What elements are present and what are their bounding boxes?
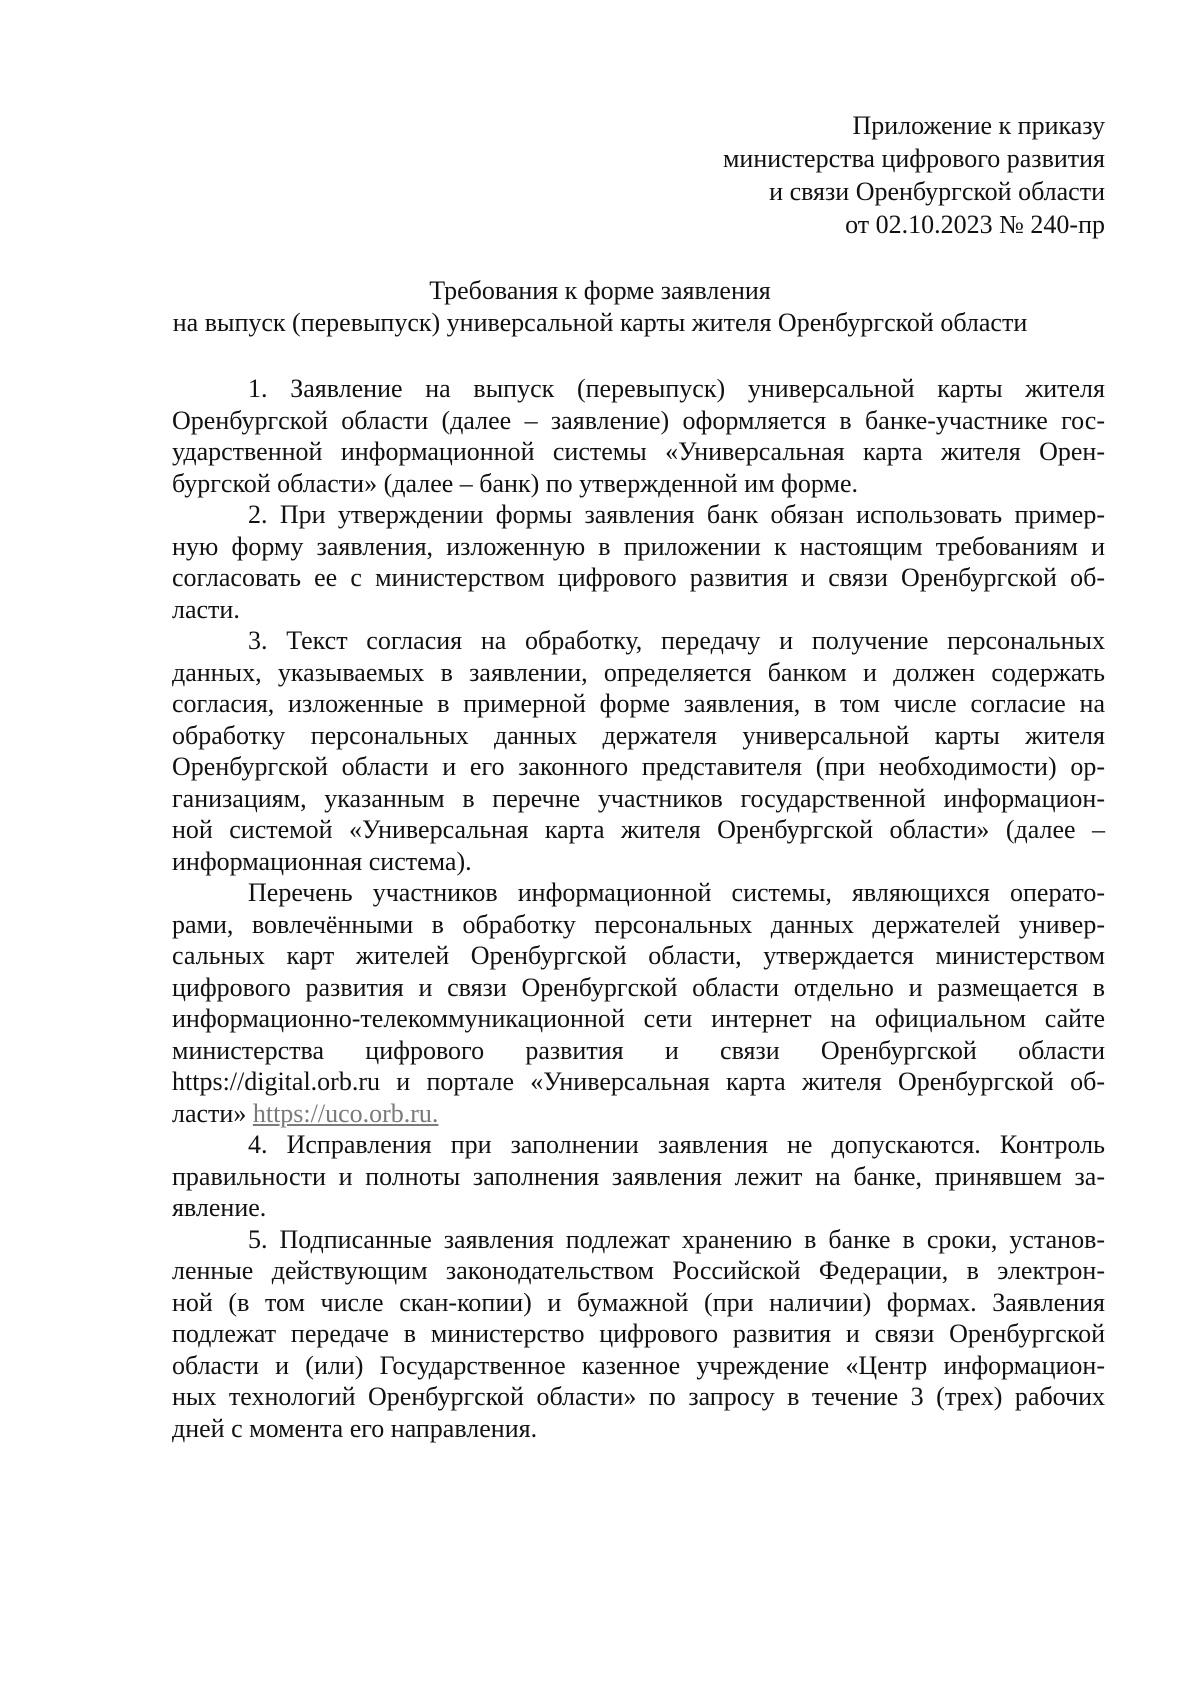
text-line: бургской области» (далее – банк) по утвержденной им форме. [172, 468, 858, 498]
order-attachment-header [723, 109, 1105, 241]
paragraph-5 [172, 1224, 1105, 1445]
text-line: данных, указываемых в заявлении, определяется банком и должен содержать [172, 657, 1105, 687]
header-line: от 02.10.2023 № 240-пр [845, 210, 1105, 239]
text-line: дней с момента его направления. [172, 1413, 538, 1443]
text-line: информационно-телекоммуникационной сети интернет на официальном сайте [172, 1004, 1105, 1033]
text-line: цифрового развития и связи Оренбургской области отдельно и размещается в [172, 972, 1105, 1002]
text-line: ной (в том числе скан-копии) и бумажной (при наличии) формах. Заявления [172, 1287, 1105, 1317]
text-line: министерства цифрового развития и связи Оренбургской области [172, 1035, 1105, 1065]
document-body [172, 373, 1105, 1444]
text-line: подлежат передаче в министерство цифрового развития и связи Оренбургской [172, 1319, 1105, 1348]
text-line: ную форму заявления, изложенную в приложении к настоящим требованиям и [172, 531, 1105, 561]
header-line: и связи Оренбургской области [769, 177, 1105, 206]
text-line: явление. [172, 1193, 267, 1222]
text-line [172, 1098, 1105, 1130]
paragraph-participants-list [172, 877, 1105, 1129]
paragraph-2 [172, 499, 1105, 625]
header-line: министерства цифрового развития [722, 144, 1105, 173]
text-line: области и (или) Государственное казенное учреждение «Центр информацион- [172, 1350, 1105, 1380]
document-title [0, 275, 1200, 339]
text-line: обработку персональных данных держателя универсальной карты жителя [172, 720, 1105, 750]
text-line: правильности и полноты заполнения заявления лежит на банке, принявшем за- [172, 1161, 1105, 1191]
text-line: 3. Текст согласия на обработку, передачу и получение персональных [248, 626, 1105, 655]
header-line: Приложение к приказу [852, 111, 1105, 140]
text-line: ных технологий Оренбургской области» по запросу в течение 3 (трех) рабочих [172, 1382, 1105, 1411]
text-line: Оренбургской области (далее – заявление) оформляется в банке-участнике гос- [172, 405, 1105, 435]
portal-link[interactable]: https://uco.orb.ru. [252, 1098, 439, 1128]
text-line: 4. Исправления при заполнении заявления не допускаются. Контроль [248, 1130, 1105, 1159]
text-fragment: ласти» [172, 1098, 253, 1128]
title-line: Требования к форме заявления [429, 276, 771, 305]
text-line: согласия, изложенные в примерной форме заявления, в том числе согласие на [172, 689, 1105, 718]
text-line: ленные действующим законодательством Российской Федерации, в электрон- [172, 1256, 1105, 1285]
text-line: 2. При утверждении формы заявления банк обязан использовать пример- [248, 500, 1105, 529]
text-line: согласовать ее с министерством цифрового развития и связи Оренбургской об- [172, 563, 1105, 592]
text-line: рами, вовлечёнными в обработку персональных данных держателей универ- [172, 909, 1105, 939]
paragraph-4 [172, 1129, 1105, 1224]
text-line: ласти. [172, 594, 240, 624]
title-line: на выпуск (перевыпуск) универсальной карты жителя Оренбургской области [172, 308, 1028, 337]
text-line: 1. Заявление на выпуск (перевыпуск) универсальной карты жителя [248, 374, 1105, 403]
text-line: ной системой «Универсальная карта жителя Оренбургской области» (далее – [172, 815, 1105, 844]
paragraph-3 [172, 625, 1105, 877]
text-line: ганизациям, указанным в перечне участников государственной информацион- [172, 783, 1105, 813]
text-line: Перечень участников информационной системы, являющихся операто- [248, 878, 1105, 907]
text-line: информационная система). [172, 846, 472, 876]
text-line: ударственной информационной системы «Универсальная карта жителя Орен- [172, 437, 1105, 466]
paragraph-1 [172, 373, 1105, 499]
text-line: сальных карт жителей Оренбургской области, утверждается министерством [172, 941, 1105, 970]
text-line: https://digital.orb.ru и портале «Универсальная карта жителя Оренбургской об- [172, 1067, 1105, 1096]
text-line: Оренбургской области и его законного представителя (при необходимости) ор- [172, 752, 1105, 781]
text-line: 5. Подписанные заявления подлежат хранению в банке в сроки, установ- [248, 1224, 1105, 1254]
